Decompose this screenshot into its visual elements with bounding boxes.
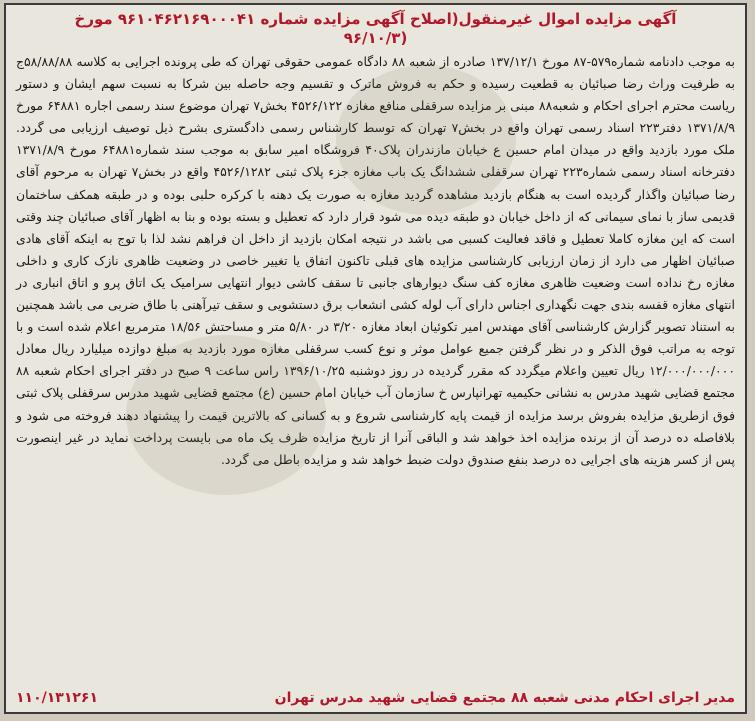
notice-title-line2: (۹۶/۱۰/۳ [343,29,408,47]
notice-signature: مدیر اجرای احکام مدنی شعبه ۸۸ مجتمع قضایی شهید مدرس تهران [274,690,735,706]
auction-notice [4,3,747,714]
notice-title-line1: آگهی مزایده اموال غیرمنقول(اصلاح آگهی مزایده شماره ۹۶۱۰۴۶۲۱۶۹۰۰۰۴۱ مورخ [74,10,677,28]
notice-body: به موجب دادنامه شماره۵۷۹-۸۷ مورخ ۱۳۷/۱۲/۱ صادره از شعبه ۸۸ دادگاه عمومی حقوقی تهران که طی پرونده اجرایی به کلاسه ۵۸/۸۸/۸۸ج به طرفیت وراث رضا صبائیان به قطعیت رسیده و حکم به فروش ماترک و تقسیم وجه حاصله بین شرکا به نسبت سهم ایشان و دستور ریاست محترم اجرای احکام و شعبه۸۸ مبنی بر مزایده سرقفلی منافع مغازه ۴۵۲۶/۱۲۲ بخش۷ تهران موضوع سند رسمی اجاره ۶۴۸۸۱ مورخ ۱۳۷۱/۸/۹ دفتر۲۲۳ اسناد رسمی تهران واقع در بخش۷ تهران که توسط کارشناس رسمی دادگستری بشرح ذیل توصیف ارزیابی می گردد. ملک مورد بازدید واقع در میدان امام حسین ع خیابان مازندران پلاک۴۰ فروشگاه امیر سابق به موجب سند شماره۶۴۸۸۱ مورخ ۱۳۷۱/۸/۹ دفترخانه اسناد رسمی شماره۲۲۳ تهران سرقفلی ششدانگ یک باب مغازه جزء پلاک ثبتی ۴۵۲۶/۱۲۸۲ واقع در بخش۷ تهران به مرحوم آقای رضا صبائیان واگذار گردیده است به هنگام بازدید مشاهده گردید مغازه به صورت یک دهنه با کرکره حلبی بوده و در طبقه همکف ساختمان قدیمی ساز با نمای سیمانی که از داخل خیابان دو طبقه دیده می شود قرار دارد که تعطیل و بسته بوده و بنا به اظهار آقای صبائیان چند وقتی است که این مغازه کاملا تعطیل و فاقد فعالیت کسبی می باشد در نتیجه امکان بازدید از داخل ان فراهم نشد لذا با توج به اینکه آقای هادی صبائیان اظهار می دارد از زمان ارزیابی کارشناسی مزایده های قبلی تاکنون اتفاق یا تغییر خاصی در وضعیت ظاهری نازک کاری و داخلی مغازه رخ نداده است وضعیت ظاهری مغازه کف سنگ دیوارهای جانبی تا سقف کاشی دیوار انتهایی سرامیک یک اتاق پرو و اتاق انباری در انتهای مغازه قفسه بندی جهت نگهداری اجناس دارای آب لوله کشی انشعاب برق دستشویی و سقف تیرآهنی با طاق ضربی می باشد همچنین به استناد تصویر گزارش کارشناسی آقای مهندس امیر تکوئیان ابعاد مغازه ۳/۲۰ در ۵/۸۰ متر و مساحتش ۱۸/۵۶ مترمربع اعلام شده است و با توجه به مراتب فوق الذکر و در نظر گرفتن جمیع عوامل موثر و نوع کسب سرقفلی مغازه مورد بازدید به مبلغ دوازده میلیارد ریال معادل ۱۲/۰۰۰/۰۰۰/۰۰۰ ریال تعیین واعلام میگردد که مقرر گردیده در روز دوشنبه ۱۳۹۶/۱۰/۲۵ راس ساعت ۹ صبح در دفتر اجرای احکام شعبه ۸۸ مجتمع قضایی شهید مدرس به نشانی حکیمیه تهرانپارس خ سازمان آب خیابان امام حسین (ع) مجتمع قضایی شهید مدرس سرقفلی پلاک ثبتی فوق ازطریق مزایده بفروش برسد مزایده از قیمت پایه کارشناسی شروع و به کسانی که بالاترین قیمت را پیشنهاد دهند فروخته می شود و بلافاصله ده درصد آن از برنده مزایده اخذ خواهد شد و الباقی آنرا از تاریخ مزایده ظرف یک ماه می بایست پرداخت نماید در غیر اینصورت پس از کسر هزینه های اجرایی ده درصد بنفع صندوق دولت ضبط خواهد شد و مزایده باطل می گردد. [16,54,736,467]
notice-code: ۱۱۰/۱۳۱۲۶۱ [16,690,99,706]
notice-footer [16,690,735,706]
